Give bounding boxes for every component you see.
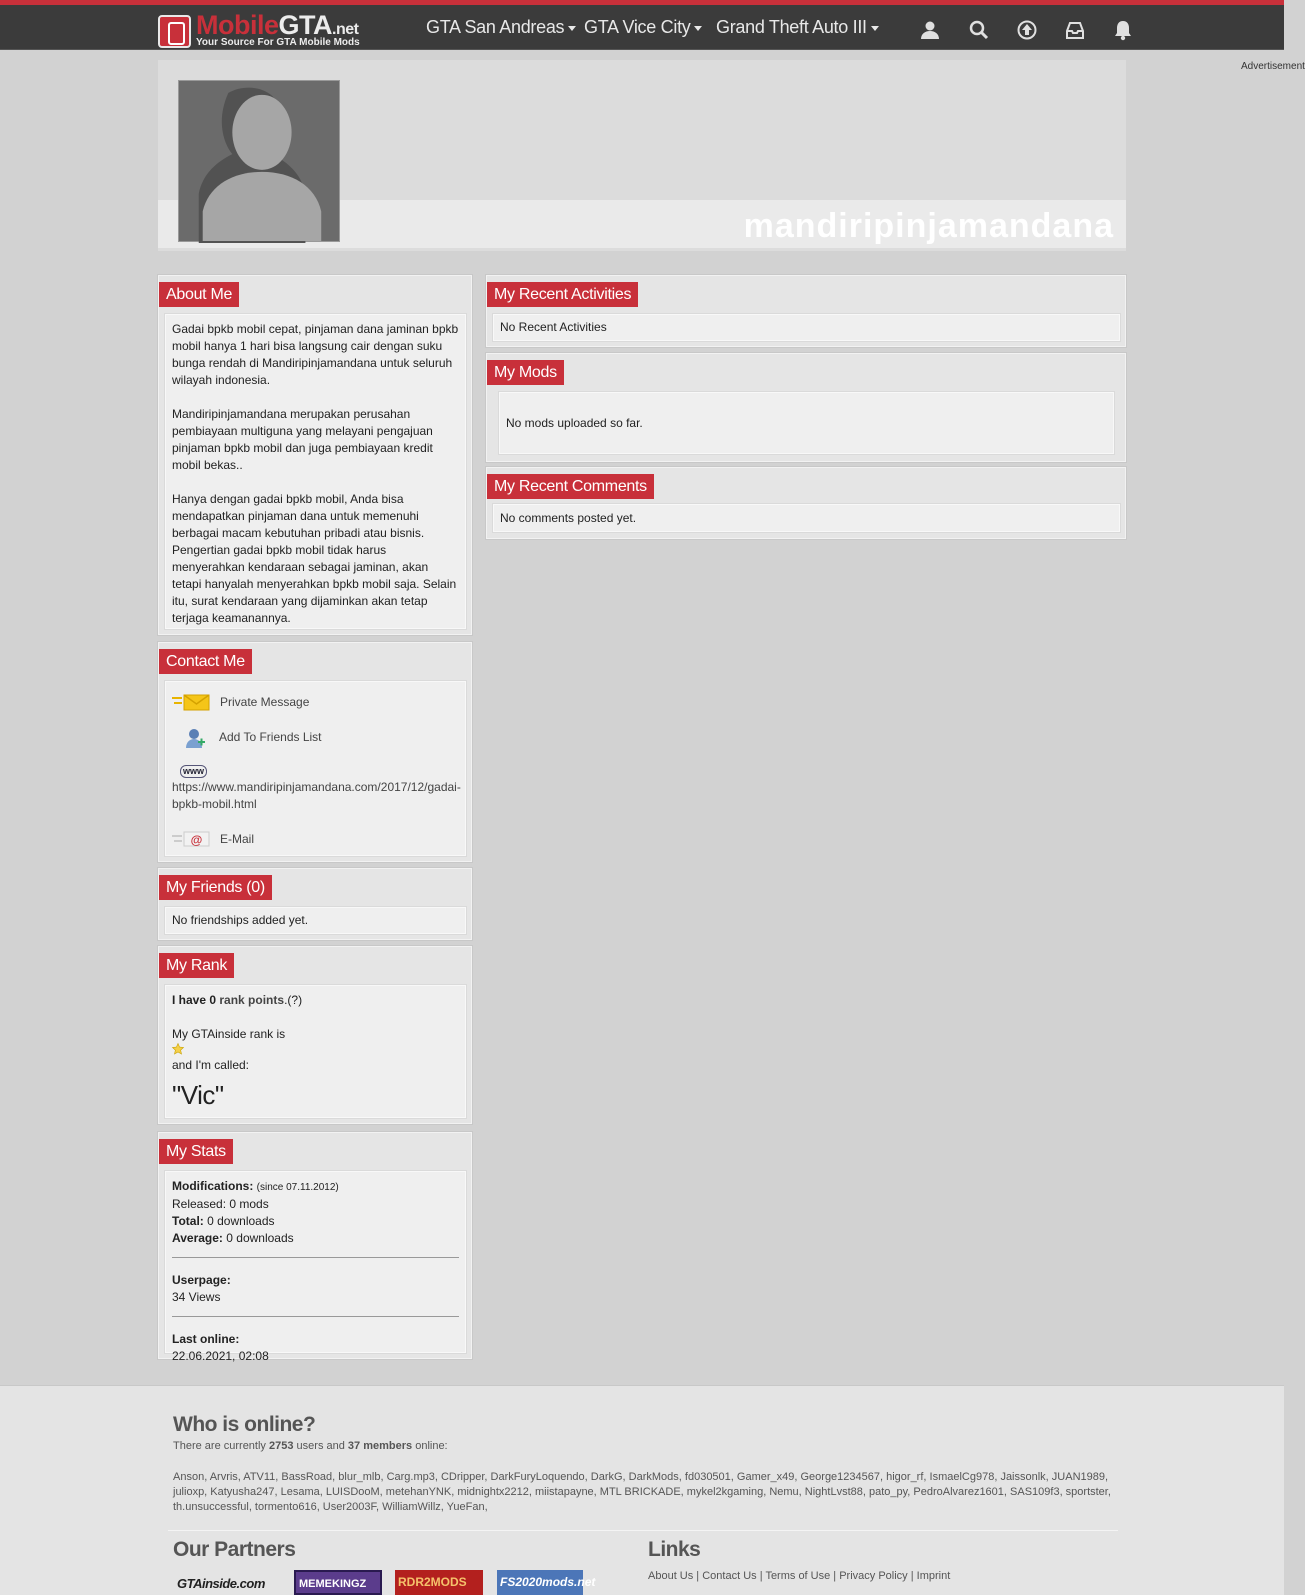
upload-icon[interactable]	[1016, 19, 1038, 41]
my-rank-panel	[158, 946, 472, 1124]
rank-points-link[interactable]: rank points	[219, 993, 285, 1007]
divider	[172, 1316, 459, 1317]
add-friend-link[interactable]: Add To Friends List	[219, 730, 322, 744]
rank-is-text: My GTAinside rank is	[172, 1027, 286, 1041]
caret-down-icon	[871, 26, 879, 31]
about-us-link[interactable]: About Us	[648, 1570, 694, 1582]
online-count: There are currently 2753 users and 37 members online:	[173, 1440, 448, 1452]
my-mods-title: My Mods	[487, 360, 564, 385]
email-icon	[172, 830, 210, 848]
released-text: Released: 0 mods	[172, 1197, 269, 1211]
private-message-row[interactable]	[172, 692, 462, 712]
average-label: Average:	[172, 1231, 223, 1245]
my-stats-panel	[158, 1132, 472, 1363]
logo-tagline: Your Source For GTA Mobile Mods	[196, 37, 360, 48]
footer-divider	[168, 1530, 1118, 1531]
contact-me-title: Contact Me	[159, 649, 252, 674]
recent-activities-panel	[486, 275, 1126, 347]
site-logo[interactable]	[158, 10, 388, 48]
rank-points-line: I have 0 rank points.(?)	[172, 993, 303, 1007]
links-title: Links	[648, 1538, 701, 1561]
footer-links: About Us | Contact Us | Terms of Use | Privacy Policy | Imprint	[648, 1570, 951, 1582]
partner-rdr2mods[interactable]: RDR2MODS	[395, 1570, 483, 1595]
partner-fs2020mods[interactable]: FS2020mods.net	[497, 1570, 583, 1595]
add-friend-row[interactable]	[172, 727, 462, 749]
total-label: Total:	[172, 1214, 204, 1228]
about-paragraph: Hanya dengan gadai bpkb mobil, Anda bisa mendapatkan pinjaman dana untuk memenuhi berbagai macam kebutuhan pribadi atau bisnis. Pengertian gadai bpkb mobil tidak harus menyerahkan kendaraan sebagai jaminan, akan tetapi hanyalah menyerahkan bpkb mobil saja. Selain itu, surat kendaraan yang dijaminkan akan tetap terjaga keamanannya.	[172, 492, 457, 625]
private-message-link[interactable]: Private Message	[220, 695, 310, 709]
profile-username: mandiripinjamandana	[743, 207, 1114, 245]
our-partners-title: Our Partners	[173, 1538, 296, 1561]
caret-down-icon	[694, 26, 702, 31]
nav-gta-san-andreas[interactable]: GTA San Andreas	[426, 17, 576, 38]
search-icon[interactable]	[968, 19, 990, 41]
website-row[interactable]	[172, 765, 467, 817]
my-rank-title: My Rank	[159, 953, 234, 978]
online-members-list[interactable]: Anson, Arvris, ATV11, BassRoad, blur_mlb, Carg.mp3, CDripper, DarkFuryLoquendo, DarkG, DarkMods, fd030501, Gamer_x49, George1234567, higor_rf, IsmaelCg978, Jaissonlk, JUAN1989, julioxp, Katyusha247, Lesama, LUISDooM, metehanYNK, midnightx2212, miistapayne, MTL BRICKADE, mykel2kgaming, Nemu, NightLvst88, pato_py, PedroAlvarez1601, SAS109f3, sportster, th.unsuccessful, tormento616, User2003F, WilliamWillz, YueFan,	[173, 1471, 1111, 1513]
rank-called-text: and I'm called:	[172, 1058, 249, 1072]
nav-gta-vice-city[interactable]: GTA Vice City	[584, 17, 702, 38]
add-friend-icon	[184, 727, 206, 749]
recent-comments-panel	[486, 467, 1126, 539]
avatar	[178, 80, 340, 242]
recent-comments-body	[493, 504, 1120, 532]
about-me-panel	[158, 275, 472, 635]
terms-link[interactable]: Terms of Use	[765, 1570, 831, 1582]
my-stats-title: My Stats	[159, 1139, 233, 1164]
mods-empty-text: No mods uploaded so far.	[506, 416, 643, 430]
my-friends-title: My Friends (0)	[159, 875, 272, 900]
privacy-link[interactable]: Privacy Policy	[839, 1570, 908, 1582]
advertisement-label: Advertisement	[1241, 61, 1305, 72]
rank-name: "Vic"	[172, 1080, 224, 1110]
svg-text:@: @	[190, 833, 203, 847]
my-stats-body	[165, 1171, 466, 1363]
my-mods-panel	[486, 353, 1126, 462]
average-value: 0 downloads	[226, 1231, 294, 1245]
last-online-value: 22.06.2021, 02:08	[172, 1349, 269, 1363]
my-mods-body	[499, 392, 1114, 454]
about-me-title: About Me	[159, 282, 239, 307]
navbar	[0, 5, 1284, 50]
bell-icon[interactable]	[1112, 19, 1134, 41]
about-paragraph: Mandiripinjamandana merupakan perusahan pembiayaan multiguna yang melayani pengajuan pinjaman bpkb mobil dan juga pembiayaan kredit mobil bekas..	[172, 407, 433, 472]
recent-activities-title: My Recent Activities	[487, 282, 638, 307]
website-icon: www	[180, 765, 207, 778]
divider	[172, 1257, 459, 1258]
logo-wordmark: MobileGTA.net	[196, 10, 359, 40]
logo-phone-icon	[158, 15, 191, 48]
recent-activities-body	[493, 314, 1120, 341]
modifications-label: Modifications:	[172, 1179, 254, 1193]
my-friends-body	[165, 907, 466, 934]
my-friends-panel	[158, 868, 472, 940]
about-me-body	[165, 314, 466, 629]
user-icon[interactable]	[919, 19, 941, 41]
about-paragraph: Gadai bpkb mobil cepat, pinjaman dana jaminan bpkb mobil hanya 1 hari bisa langsung cair dengan suku bunga rendah di Mandiripinjamandana untuk seluruh wilayah indonesia.	[172, 322, 459, 387]
modifications-since: (since 07.11.2012)	[256, 1182, 339, 1193]
my-rank-body	[165, 985, 466, 1118]
email-link[interactable]: E-Mail	[220, 832, 255, 846]
contact-me-body	[165, 681, 466, 856]
total-value: 0 downloads	[207, 1214, 275, 1228]
footer	[0, 1385, 1284, 1595]
rank-help-link[interactable]: .(?)	[284, 993, 303, 1007]
partner-memekingz[interactable]: MEMEKINGZ	[294, 1570, 382, 1595]
rank-star-icon	[172, 1043, 459, 1057]
inbox-icon[interactable]	[1064, 19, 1086, 41]
userpage-value: 34 Views	[172, 1290, 221, 1304]
profile-header	[158, 60, 1126, 251]
recent-comments-title: My Recent Comments	[487, 474, 654, 499]
website-link[interactable]: https://www.mandiripinjamandana.com/2017/12/gadai-bpkb-mobil.html	[172, 780, 461, 811]
partner-gtainside[interactable]: GTAinside.com	[177, 1576, 265, 1591]
activities-empty-text: No Recent Activities	[500, 320, 607, 334]
who-is-online-title: Who is online?	[173, 1413, 316, 1436]
contact-us-link[interactable]: Contact Us	[702, 1570, 757, 1582]
userpage-label: Userpage:	[172, 1273, 231, 1287]
imprint-link[interactable]: Imprint	[916, 1570, 951, 1582]
caret-down-icon	[568, 26, 576, 31]
email-row[interactable]	[172, 830, 462, 850]
friends-empty-text: No friendships added yet.	[172, 913, 309, 927]
envelope-icon	[172, 692, 210, 712]
comments-empty-text: No comments posted yet.	[500, 511, 637, 525]
contact-me-panel	[158, 642, 472, 862]
last-online-label: Last online:	[172, 1332, 240, 1346]
nav-gta-iii[interactable]: Grand Theft Auto III	[716, 17, 879, 38]
